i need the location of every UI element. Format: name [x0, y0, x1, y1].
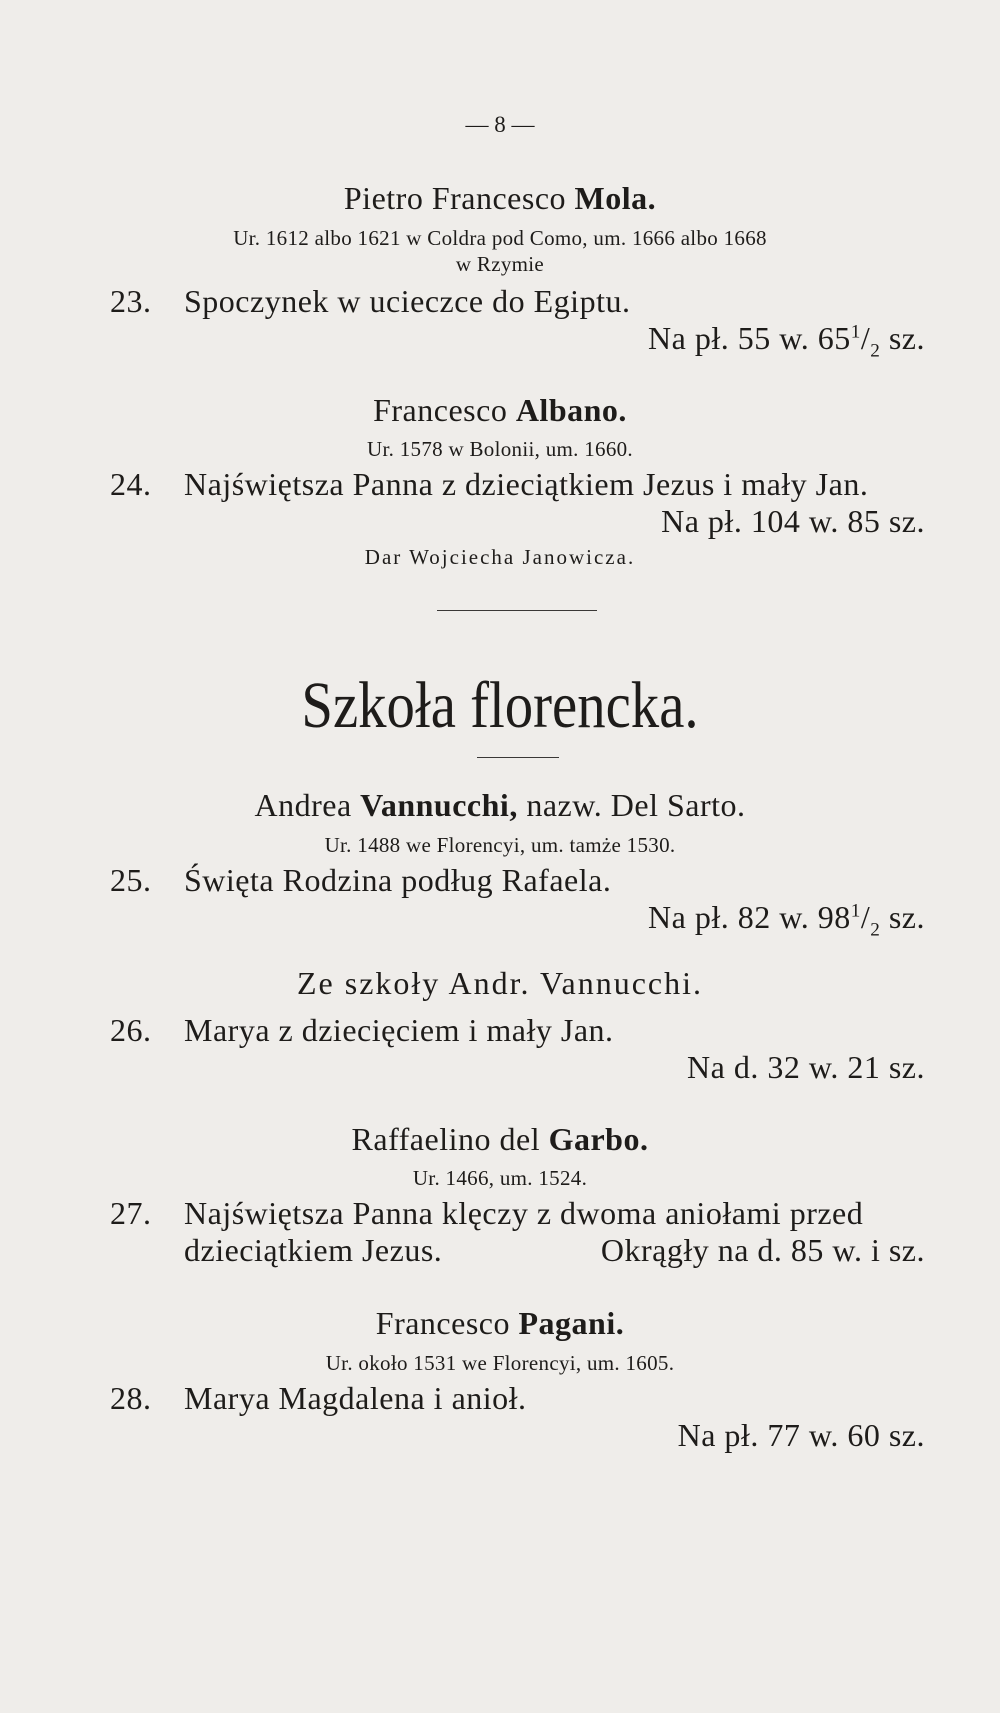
artwork-dimensions: Okrągły na d. 85 w. i sz.	[600, 1232, 925, 1268]
artist-heading-mola	[0, 180, 1000, 217]
artwork-title: Najświętsza Panna klęczy z dwoma aniołami przed	[184, 1195, 864, 1231]
artist-first-name: Francesco	[373, 392, 508, 428]
artwork-dimensions: Na d. 32 w. 21 sz.	[687, 1049, 925, 1085]
artwork-title: Najświętsza Panna z dzieciątkiem Jezus i mały Jan.	[184, 466, 869, 502]
artwork-title: Spoczynek w ucieczce do Egiptu.	[184, 283, 631, 319]
artist-bio: Ur. 1578 w Bolonii, um. 1660.	[367, 437, 633, 461]
heading-underline	[477, 757, 559, 758]
artwork-dimensions: Na pł. 82 w. $98^1/_2$ sz.	[648, 899, 925, 941]
artwork-title: Święta Rodzina podług Rafaela.	[184, 862, 612, 898]
artist-surname: Pagani.	[518, 1305, 625, 1341]
school-heading: Szkoła florencka.	[301, 669, 699, 742]
artist-surname: Albano.	[515, 392, 627, 428]
artist-bio: Ur. 1488 we Florencyi, um. tamże 1530.	[324, 833, 676, 857]
artist-heading-albano	[0, 392, 1000, 429]
artist-heading-pagani	[0, 1305, 1000, 1342]
catalog-number: 27.	[110, 1195, 152, 1231]
catalog-number: 25.	[110, 862, 152, 898]
section-divider	[437, 610, 597, 611]
artist-surname: Garbo.	[548, 1121, 649, 1157]
artist-bio: Ur. 1612 albo 1621 w Coldra pod Como, um. 1666 albo 1668	[233, 226, 767, 250]
catalog-number: 23.	[110, 283, 152, 319]
artwork-dimensions: Na pł. 55 w. $65^1/_2$ sz.	[648, 320, 925, 362]
artwork-title: Marya z dziecięciem i mały Jan.	[184, 1012, 614, 1048]
artwork-title-cont: dzieciątkiem Jezus.	[184, 1232, 443, 1268]
artist-first-name: Andrea	[254, 787, 352, 823]
artist-heading-vannucchi	[0, 787, 1000, 824]
catalog-number: 26.	[110, 1012, 152, 1048]
catalog-number: 24.	[110, 466, 152, 502]
artist-bio: Ur. 1466, um. 1524.	[412, 1166, 588, 1190]
artwork-title: Marya Magdalena i anioł.	[184, 1380, 527, 1416]
artist-first-name: Pietro Francesco	[343, 180, 567, 216]
artwork-dimensions: Na pł. 77 w. 60 sz.	[677, 1417, 925, 1453]
catalog-number: 28.	[110, 1380, 152, 1416]
donation-note: Dar Wojciecha Janowicza.	[364, 545, 636, 569]
artist-alias: nazw. Del Sarto.	[526, 787, 746, 823]
artist-bio: Ur. około 1531 we Florencyi, um. 1605.	[325, 1351, 675, 1375]
artist-surname: Mola.	[574, 180, 657, 216]
artist-bio-cont: w Rzymie	[455, 252, 545, 276]
page-number: — 8 —	[465, 112, 535, 137]
artwork-dimensions: Na pł. 104 w. 85 sz.	[661, 503, 925, 539]
school-of-heading: Ze szkoły Andr. Vannucchi.	[296, 965, 703, 1001]
artist-first-name: Francesco	[375, 1305, 510, 1341]
artist-first-name: Raffaelino del	[351, 1121, 541, 1157]
artist-heading-garbo	[0, 1121, 1000, 1158]
artist-surname: Vannucchi,	[360, 787, 518, 823]
